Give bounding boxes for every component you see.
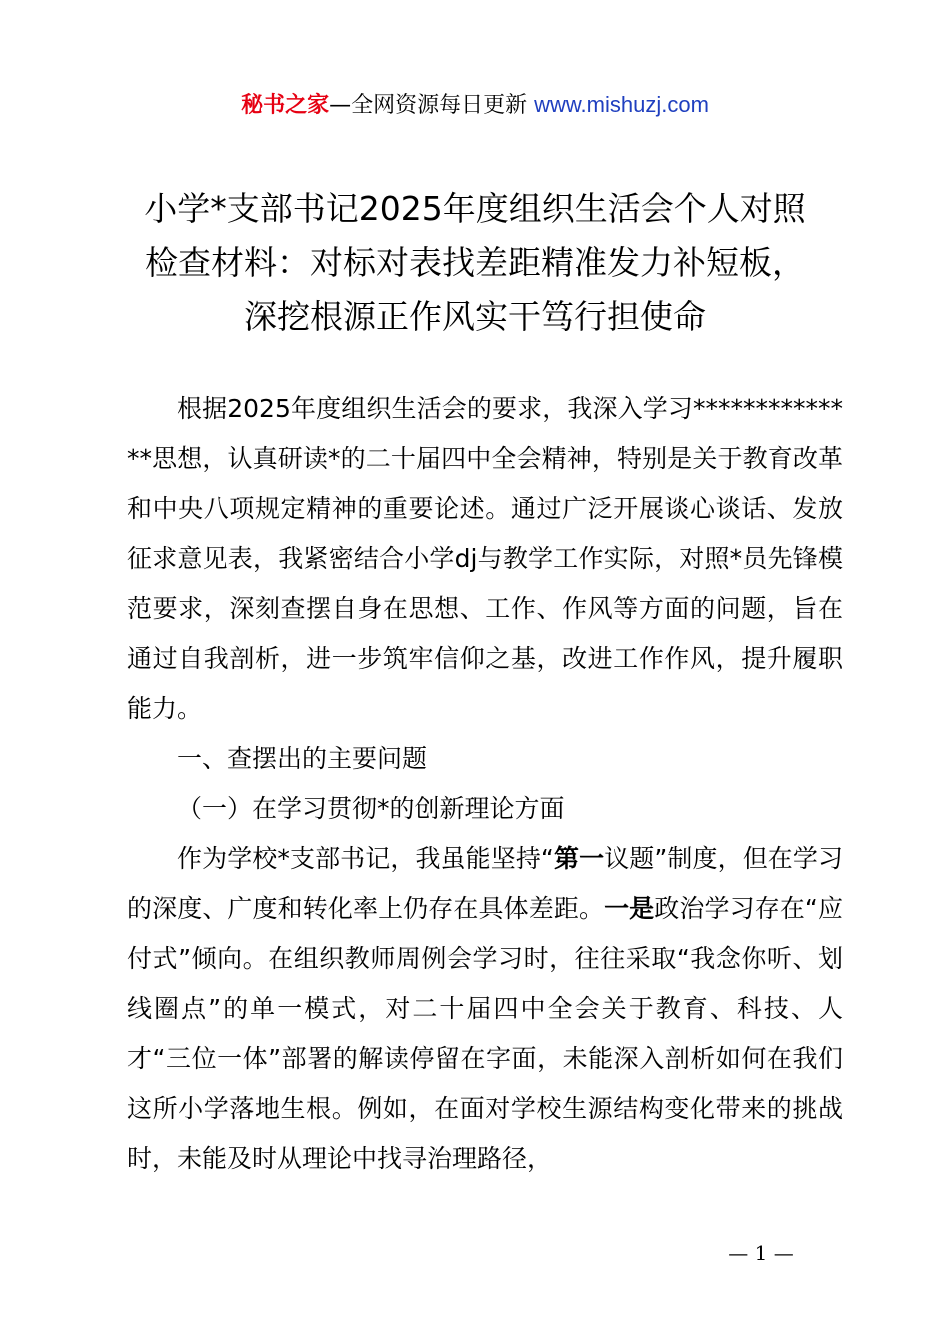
para-text-2: 议题”制度，但在学习的深度、广度和转化率上仍存在具体差距。 [127, 844, 843, 923]
body-paragraph-1 [127, 834, 843, 1184]
site-url-link[interactable]: www.mishuzj.com [534, 92, 709, 117]
page-number: — 1 — [728, 1241, 794, 1265]
title-line-2: 检查材料：对标对表找差距精准发力补短板， [145, 243, 805, 282]
title-line-3: 深挖根源正作风实干笃行担使命 [244, 297, 706, 336]
document-body [127, 384, 843, 1184]
para-text-1: 作为学校*支部书记，我虽能坚持“ [177, 844, 554, 873]
title-line-1: 小学*支部书记2025年度组织生活会个人对照 [144, 189, 806, 228]
document-title [110, 182, 840, 344]
subsection-heading-1: （一）在学习贯彻*的创新理论方面 [177, 794, 565, 823]
para-bold-1: 第一 [553, 844, 605, 873]
brand-name: 秘书之家 [241, 93, 330, 118]
header-tagline: —全网资源每日更新 [329, 93, 528, 118]
intro-paragraph: 根据2025年度组织生活会的要求，我深入学习**************思想，认真研读*的二十届四中全会精神，特别是关于教育改革和中央八项规定精神的重要论述。通过广泛开展谈心谈话、发放征求意见表，我紧密结合小学dj与教学工作实际，对照*员先锋模范要求，深刻查摆自身在思想、工作、作风等方面的问题，旨在通过自我剖析，进一步筑牢信仰之基，改进工作作风，提升履职能力。 [127, 394, 843, 723]
site-header [0, 88, 950, 123]
para-bold-2: 一是 [604, 894, 655, 923]
section-heading-1: 一、查摆出的主要问题 [177, 744, 428, 773]
para-text-3: 政治学习存在“应付式”倾向。在组织教师周例会学习时，往往采取“我念你听、划线圈点”的单一模式，对二十届四中全会关于教育、科技、人才“三位一体”部署的解读停留在字面，未能深入剖析如何在我们这所小学落地生根。例如，在面对学校生源结构变化带来的挑战时，未能及时从理论中找寻治理路径， [127, 894, 843, 1173]
